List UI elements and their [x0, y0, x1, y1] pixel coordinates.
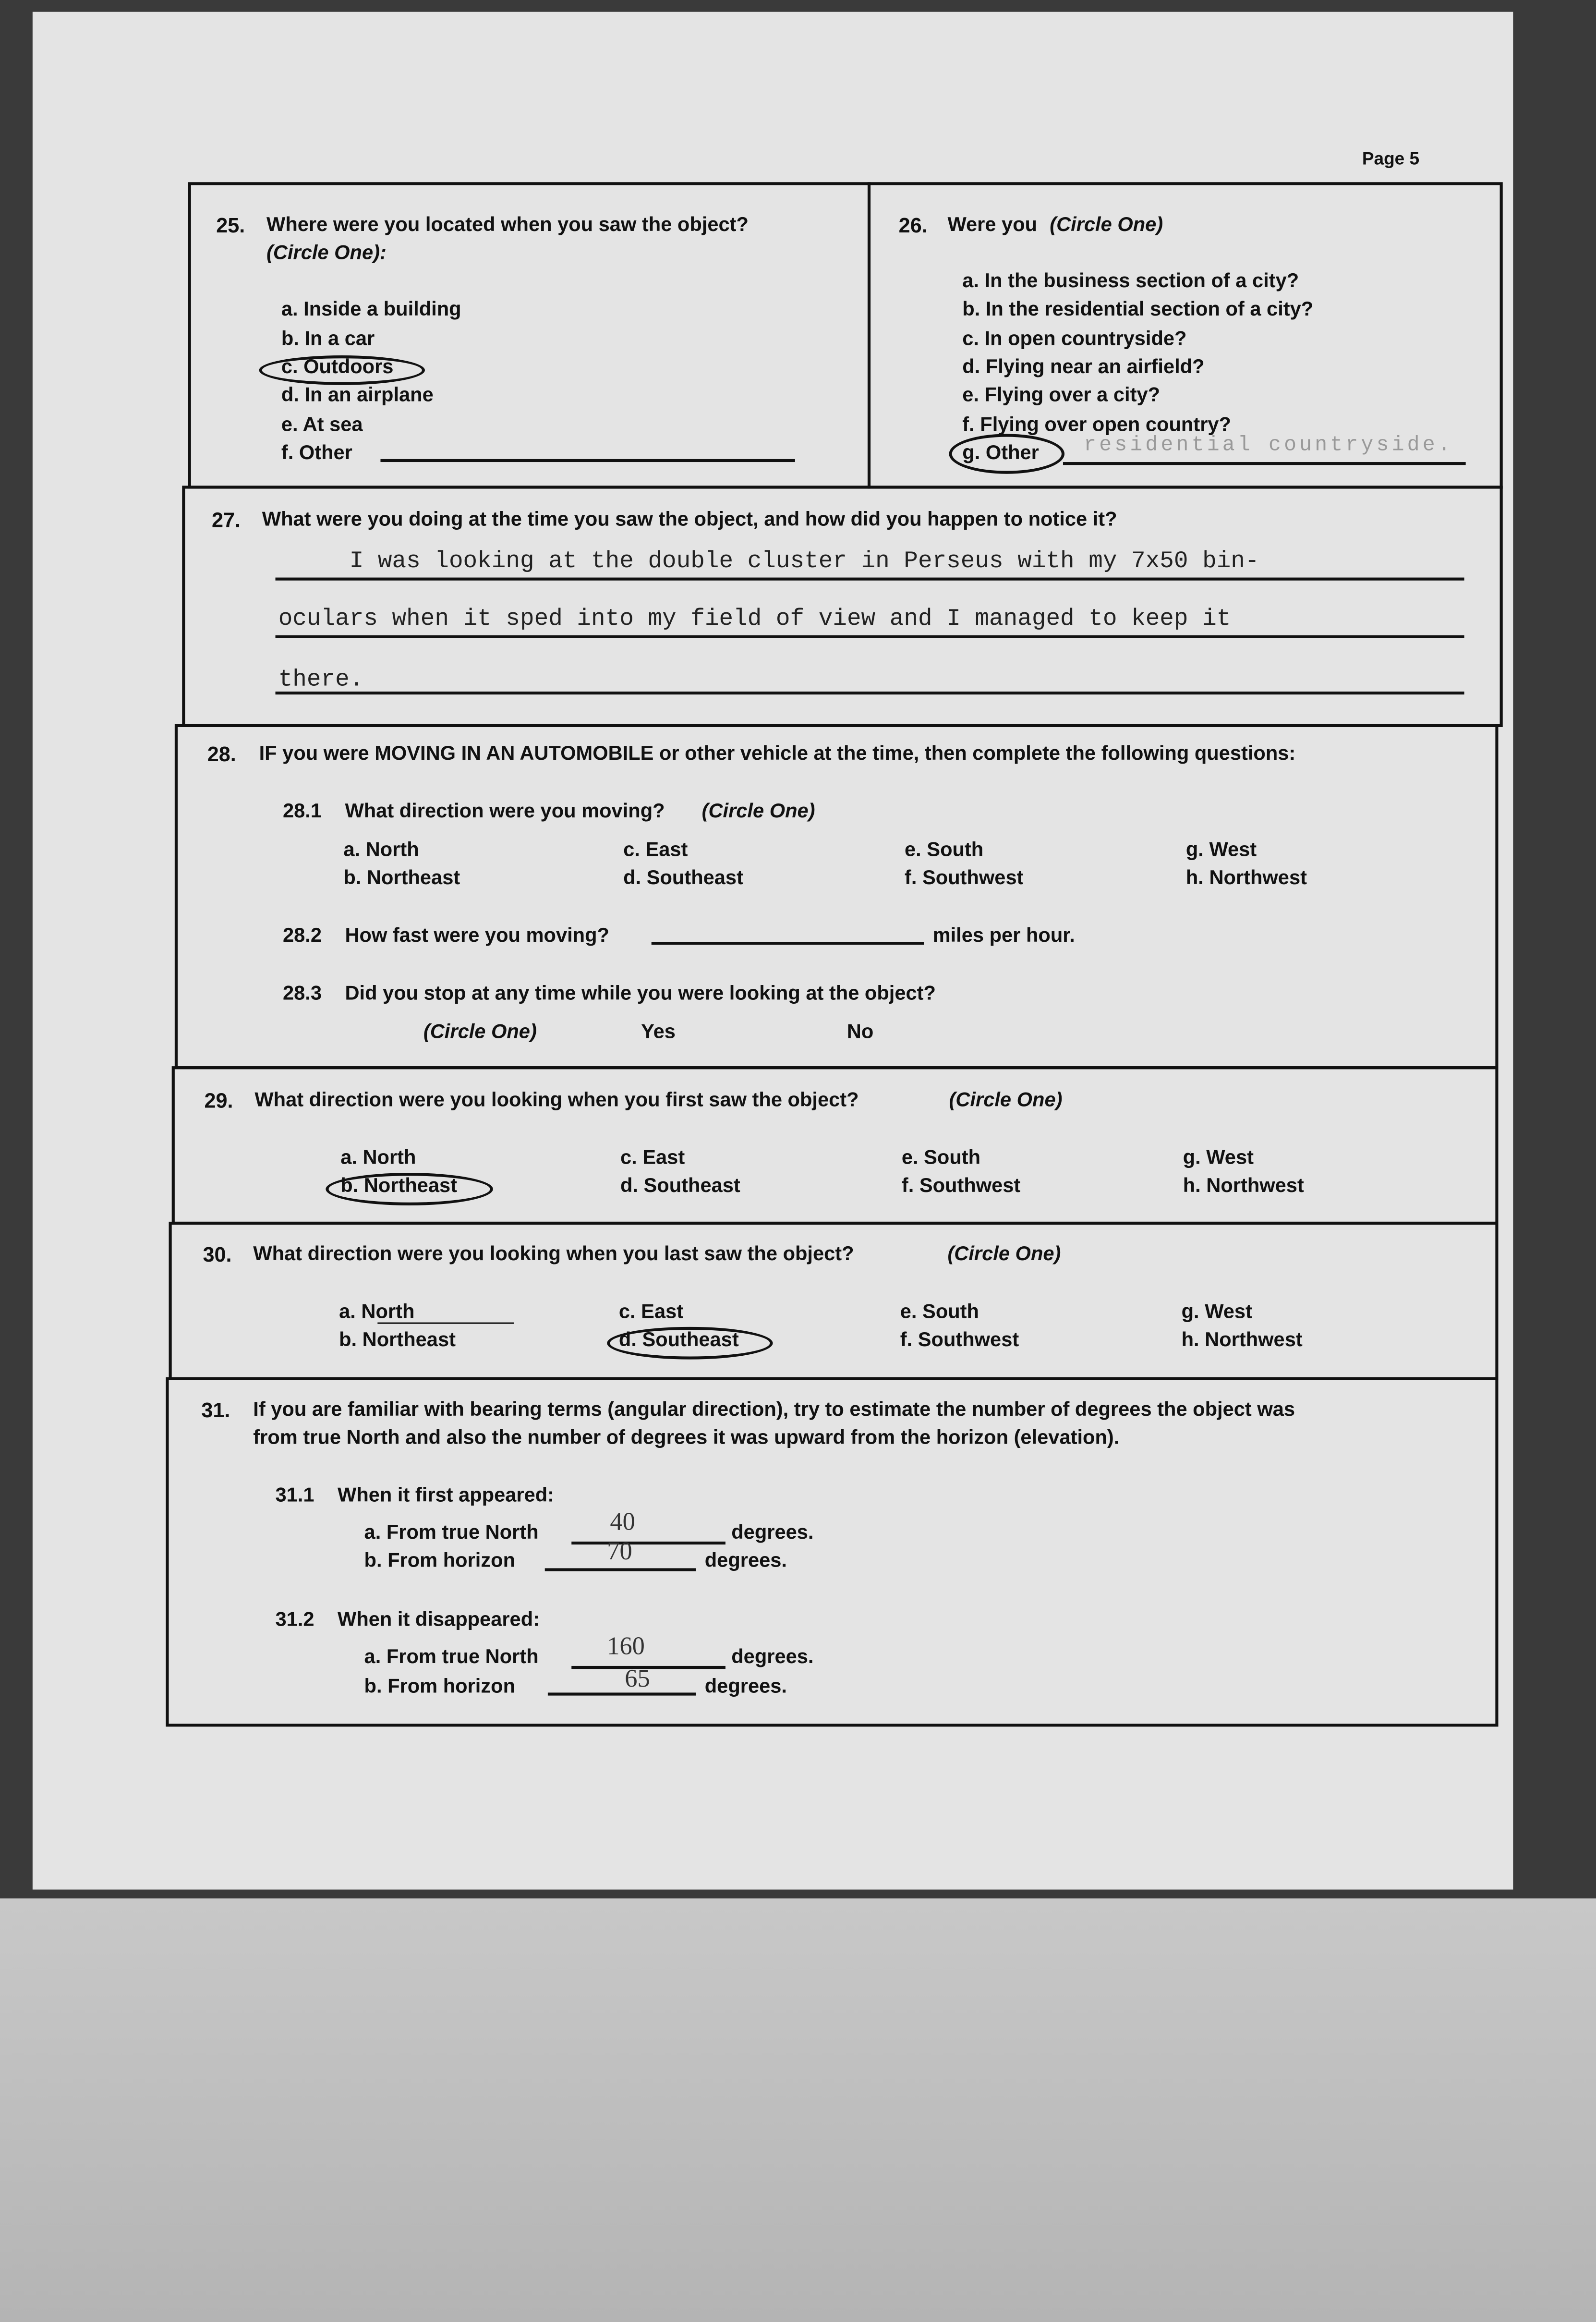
q26-question: Were you [947, 213, 1038, 236]
unit-label: degrees. [731, 1520, 814, 1544]
q28-2-question: How fast were you moving? [345, 924, 609, 947]
q25-option-c[interactable]: c. Outdoors [281, 355, 394, 378]
q31-2-question: When it disappeared: [338, 1608, 540, 1630]
q25-option-b[interactable]: b. In a car [281, 327, 375, 350]
q28-direction-option[interactable]: h. Northwest [1185, 866, 1307, 889]
q26-option-e[interactable]: e. Flying over a city? [962, 383, 1161, 406]
answer-line [276, 578, 1464, 581]
q31-1-question: When it first appeared: [338, 1483, 555, 1506]
q28-3-yes[interactable]: Yes [641, 1020, 676, 1043]
q29-direction-option[interactable]: b. Northeast [340, 1174, 458, 1197]
q27-number: 27. [211, 508, 241, 532]
q27-answer-line-2[interactable]: oculars when it sped into my field of view and I managed to keep it [278, 606, 1231, 632]
q31-1-horizon-value[interactable]: 70 [607, 1537, 632, 1566]
q29-number: 29. [204, 1088, 233, 1112]
q25-other-line [380, 459, 795, 462]
q28-2-unit: miles per hour. [932, 924, 1075, 947]
q28-number: 28. [207, 742, 236, 766]
q25-option-d[interactable]: d. In an airplane [281, 383, 434, 406]
q26-other-line [1063, 462, 1466, 465]
q29-direction-option[interactable]: c. East [620, 1146, 685, 1168]
q28-question: IF you were MOVING IN AN AUTOMOBILE or other vehicle at the time, then complete the following questions: [259, 742, 1296, 765]
q25-question: Where were you located when you saw the object? [266, 213, 749, 236]
q31-2-north-label: a. From true North [364, 1645, 539, 1668]
q30-direction-option[interactable]: a. North [339, 1300, 415, 1323]
q28-1-question: What direction were you moving? [345, 800, 665, 822]
q27-answer-line-1[interactable]: I was looking at the double cluster in Perseus with my 7x50 bin- [349, 547, 1259, 575]
q28-3-no[interactable]: No [846, 1020, 874, 1043]
selection-circle [949, 434, 1065, 474]
page-number: Page 5 [1362, 148, 1420, 169]
q28-direction-option[interactable]: d. Southeast [623, 866, 743, 889]
q30-direction-option[interactable]: c. East [618, 1300, 684, 1323]
answer-line [276, 635, 1464, 638]
q25-option-f[interactable]: f. Other [281, 441, 352, 464]
q28-3-number: 28.3 [282, 982, 322, 1004]
q30-direction-option[interactable]: g. West [1181, 1300, 1252, 1323]
selection-circle [259, 355, 425, 385]
speed-input-line[interactable] [652, 942, 924, 945]
input-line [548, 1692, 696, 1695]
q28-direction-option[interactable]: a. North [343, 838, 419, 861]
unit-label: degrees. [704, 1549, 787, 1571]
q25-instruction: (Circle One): [266, 241, 387, 264]
q31-question-line-1: If you are familiar with bearing terms (angular direction), try to estimate the number of degrees the object was [253, 1398, 1295, 1421]
q25-option-a[interactable]: a. Inside a building [281, 297, 461, 320]
selection-circle [326, 1173, 493, 1205]
q28-direction-option[interactable]: g. West [1185, 838, 1257, 861]
q26-other-answer[interactable]: residential countryside. [1084, 434, 1453, 458]
q27-question: What were you doing at the time you saw the object, and how did you happen to notice it? [262, 508, 1117, 530]
q31-1-north-value[interactable]: 40 [610, 1507, 635, 1536]
q28-direction-option[interactable]: b. Northeast [343, 866, 460, 889]
q29-direction-option[interactable]: e. South [901, 1146, 981, 1168]
q30-direction-option[interactable]: e. South [900, 1300, 979, 1323]
q31-1-horizon-label: b. From horizon [364, 1549, 516, 1571]
q29-direction-option[interactable]: a. North [340, 1146, 416, 1168]
q27-answer-line-3[interactable]: there. [278, 666, 364, 693]
column-divider [868, 182, 871, 488]
answer-line [276, 692, 1464, 694]
q26-instruction: (Circle One) [1050, 213, 1163, 236]
q26-number: 26. [898, 213, 928, 237]
q28-1-instruction: (Circle One) [701, 800, 815, 822]
q26-option-f[interactable]: f. Flying over open country? [962, 413, 1231, 436]
q31-2-horizon-value[interactable]: 65 [625, 1664, 650, 1693]
q28-box [175, 724, 1499, 1069]
q26-option-b[interactable]: b. In the residential section of a city? [962, 297, 1314, 320]
q31-1-north-label: a. From true North [364, 1520, 539, 1544]
scan-lower-margin [0, 1898, 1596, 2322]
q26-option-d[interactable]: d. Flying near an airfield? [962, 355, 1205, 378]
q31-question-line-2: from true North and also the number of degrees it was upward from the horizon (elevation). [253, 1426, 1120, 1448]
q26-option-g[interactable]: g. Other [962, 441, 1039, 464]
q30-direction-option[interactable]: b. Northeast [339, 1328, 456, 1351]
q25-number: 25. [216, 213, 245, 237]
q29-direction-option[interactable]: g. West [1183, 1146, 1254, 1168]
q30-instruction: (Circle One) [947, 1242, 1061, 1265]
q30-direction-option[interactable]: d. Southeast [618, 1328, 739, 1351]
input-line [545, 1568, 696, 1571]
q30-question: What direction were you looking when you last saw the object? [253, 1242, 854, 1265]
q31-1-number: 31.1 [275, 1483, 314, 1506]
q29-direction-option[interactable]: h. Northwest [1183, 1174, 1304, 1197]
q28-2-number: 28.2 [282, 924, 322, 947]
q31-2-horizon-label: b. From horizon [364, 1675, 516, 1697]
q28-direction-option[interactable]: f. Southwest [905, 866, 1024, 889]
q29-direction-option[interactable]: f. Southwest [901, 1174, 1021, 1197]
q28-1-number: 28.1 [282, 800, 322, 822]
q31-number: 31. [201, 1398, 230, 1422]
q30-direction-option[interactable]: h. Northwest [1181, 1328, 1303, 1351]
q29-question: What direction were you looking when you first saw the object? [254, 1088, 859, 1111]
q30-number: 30. [203, 1242, 232, 1266]
q28-3-instruction: (Circle One) [423, 1020, 537, 1043]
q28-3-question: Did you stop at any time while you were looking at the object? [345, 982, 936, 1004]
q31-2-north-value[interactable]: 160 [607, 1632, 645, 1660]
q30-direction-option[interactable]: f. Southwest [900, 1328, 1019, 1351]
q25-option-e[interactable]: e. At sea [281, 413, 363, 436]
underline-mark [377, 1323, 514, 1324]
q31-2-number: 31.2 [275, 1608, 314, 1630]
selection-circle [607, 1327, 773, 1360]
input-line [571, 1542, 725, 1544]
q29-direction-option[interactable]: d. Southeast [620, 1174, 740, 1197]
unit-label: degrees. [704, 1675, 787, 1697]
unit-label: degrees. [731, 1645, 814, 1668]
q26-option-c[interactable]: c. In open countryside? [962, 327, 1187, 350]
q29-instruction: (Circle One) [949, 1088, 1063, 1111]
q26-option-a[interactable]: a. In the business section of a city? [962, 269, 1299, 292]
q28-direction-option[interactable]: c. East [623, 838, 688, 861]
q28-direction-option[interactable]: e. South [905, 838, 984, 861]
